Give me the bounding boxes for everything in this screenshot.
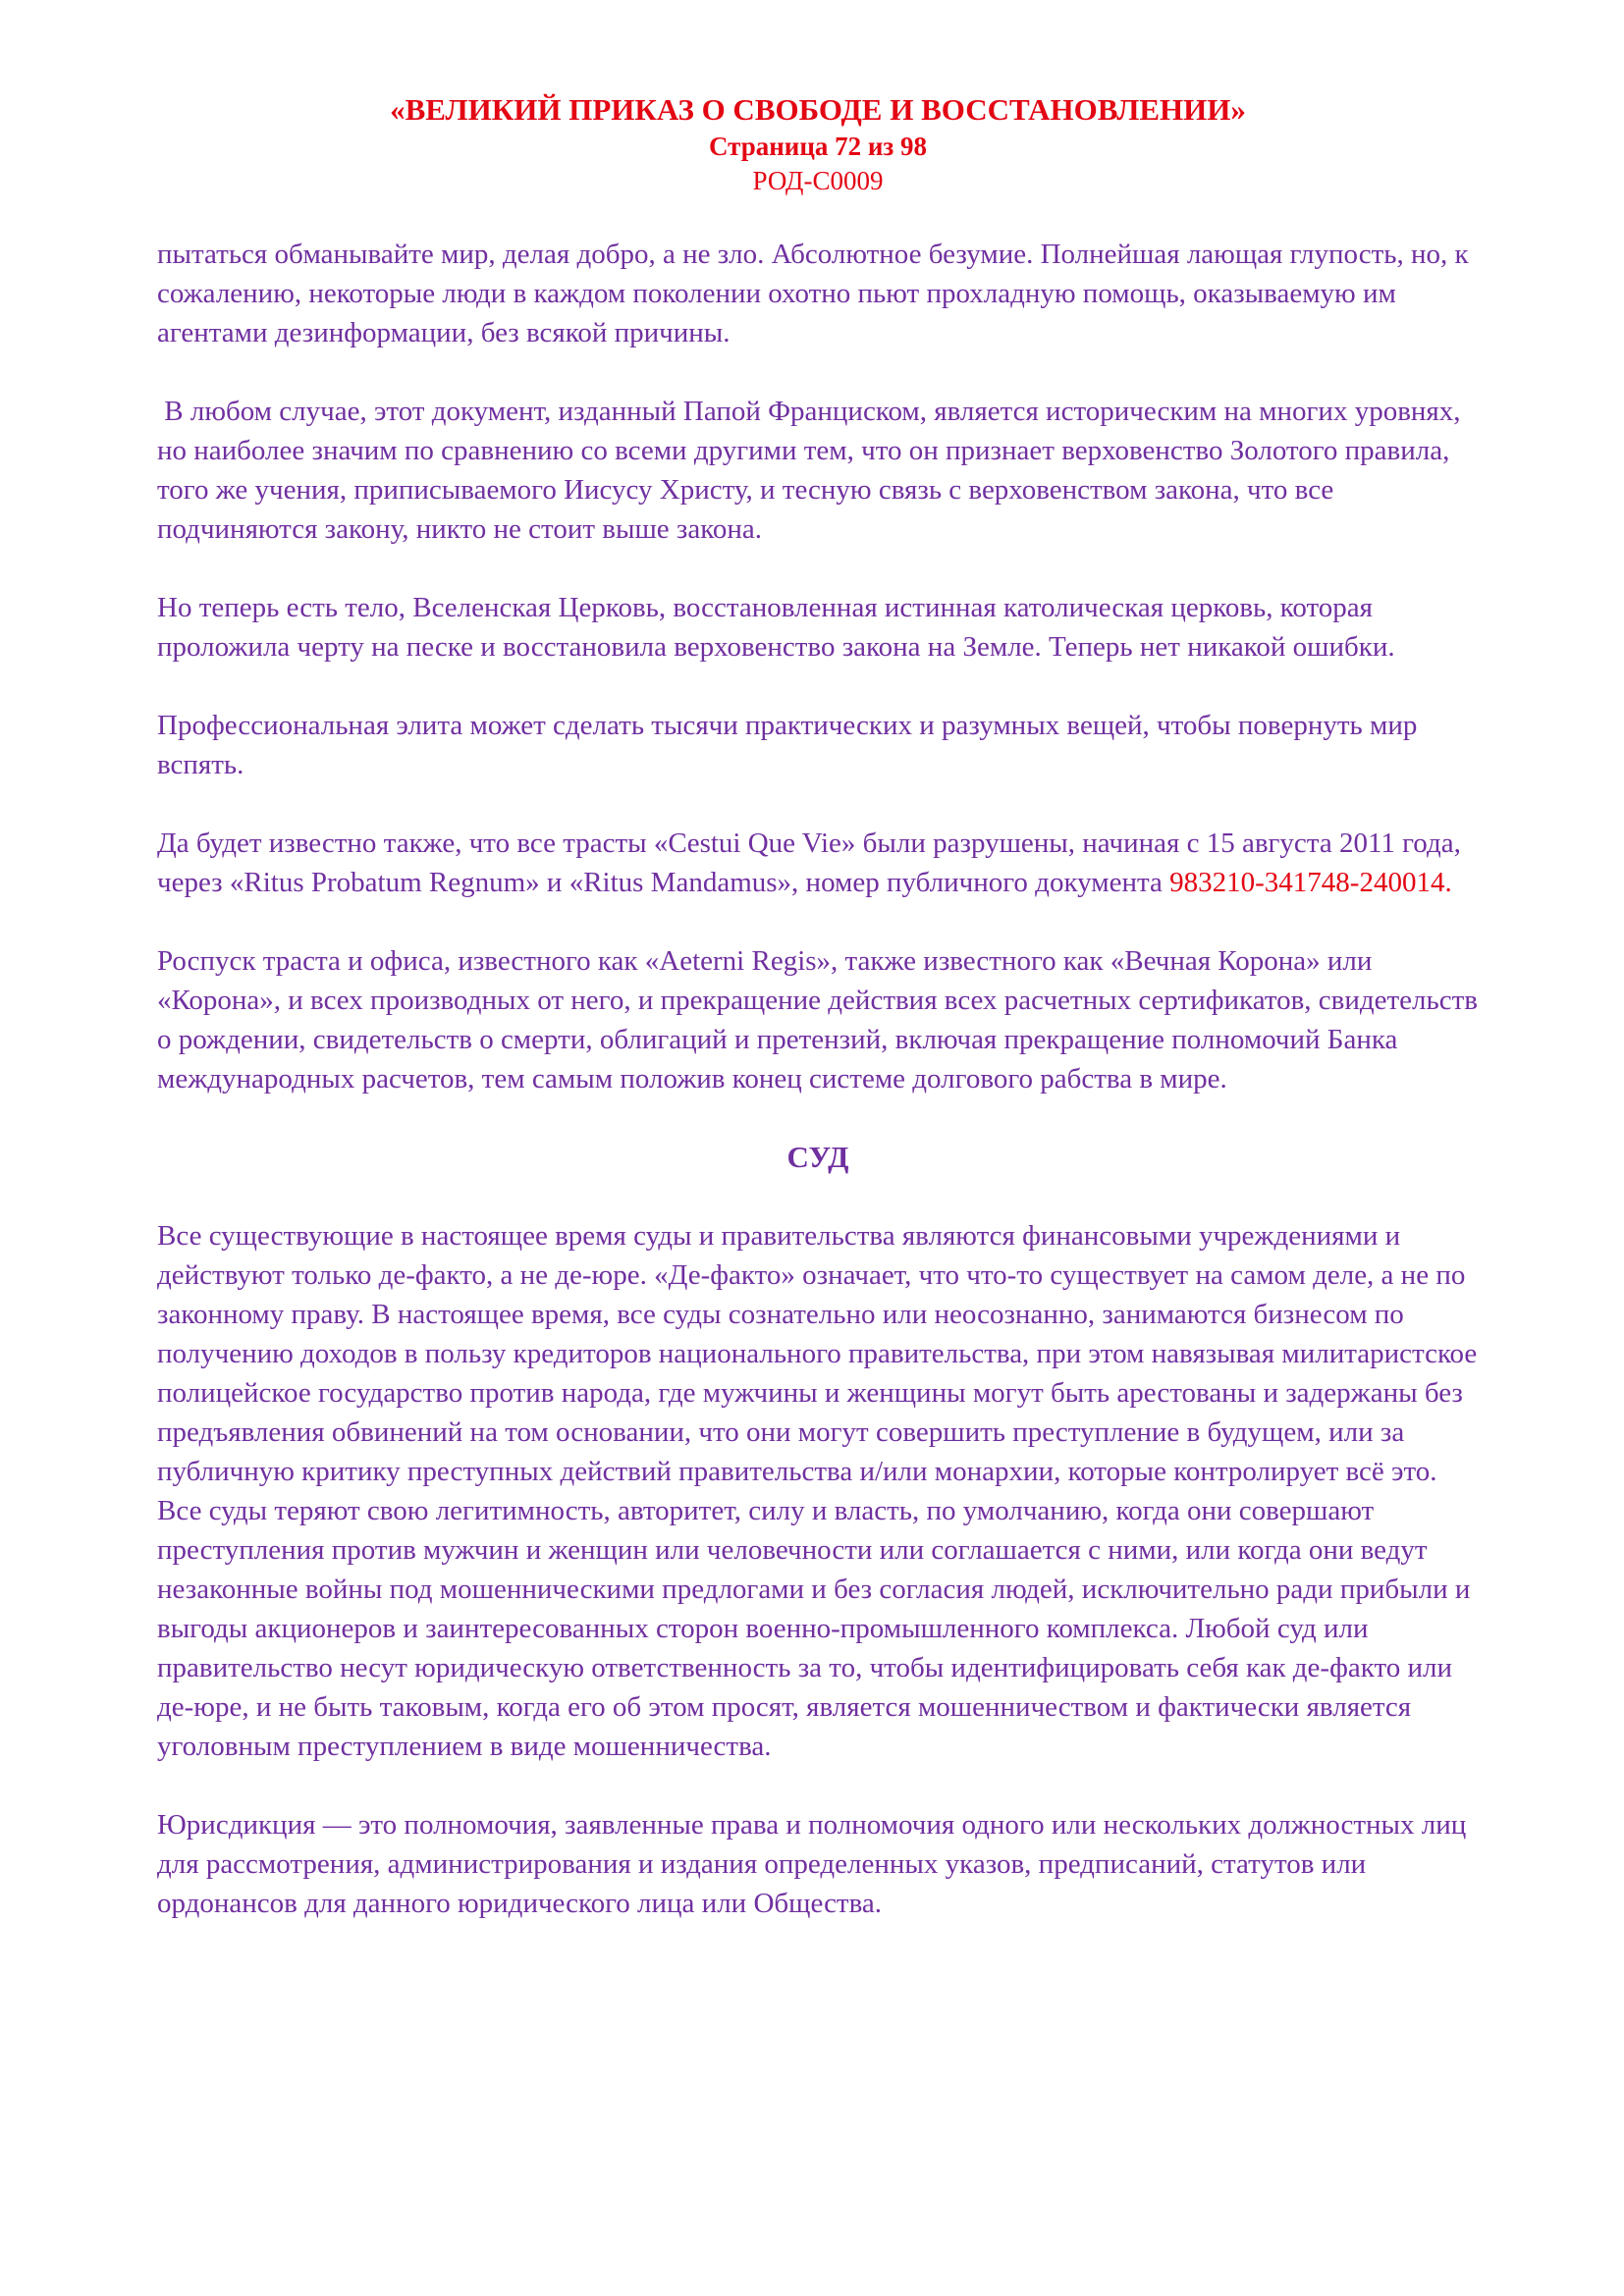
document-body [157,235,1486,1923]
paragraph: Профессиональная элита может сделать тысячи практических и разумных вещей, чтобы повернуть мир вспять. [157,710,1425,780]
public-document-number: 983210-341748-240014. [1169,867,1452,898]
paragraph: В любом случае, этот документ, изданный Папой Франциском, является историческим на многих уровнях, но наиболее значим по сравнению со всеми другими тем, что он признает верховенство Золотого правила, того же учения, приписываемого Иисусу Христу, и тесную связь с верховенством закона, что все подчиняются закону, никто не стоит выше закона. [157,396,1468,545]
paragraph: Но теперь есть тело, Вселенская Церковь, восстановленная истинная католическая церковь, которая проложила черту на песке и восстановила верховенство закона на Земле. Теперь нет никакой ошибки. [157,592,1395,663]
paragraph: Юрисдикция — это полномочия, заявленные права и полномочия одного или нескольких должностных лиц для рассмотрения, администрирования и издания определенных указов, предписаний, статутов или ордонансов для данного юридического лица или Общества. [157,1809,1474,1919]
document-title: «ВЕЛИКИЙ ПРИКАЗ О СВОБОДЕ И ВОССТАНОВЛЕНИИ» [390,92,1246,127]
paragraph-with-document-number [157,824,1479,902]
page-number-info: Страница 72 из 98 [708,132,928,161]
paragraph-text: Да будет известно также, что все трасты «Cestui Que Vie» были разрушены, начиная с 15 августа 2011 года, через «Ritus Probatum Regnum» и «Ritus Mandamus», номер публичного документа [157,828,1469,898]
paragraph: Все существующие в настоящее время суды и правительства являются финансовыми учреждениями и действуют только де-факто, а не де-юре. «Де-факто» означает, что что-то существует на самом деле, а не по законному праву. В настоящее время, все суды сознательно или неосознанно, занимаются бизнесом по получению доходов в пользу кредиторов национального правительства, при этом навязывая милитаристское полицейское государство против народа, где мужчины и женщины могут быть арестованы и задержаны без предъявления обвинений на том основании, что они могут совершить преступление в будущем, или за публичную критику преступных действий правительства и/или монархии, которые контролирует всё это. Все суды теряют свою легитимность, авторитет, силу и власть, по умолчанию, когда они совершают преступления против мужчин и женщин или человечности или соглашается с ними, или когда они ведут незаконные войны под мошенническими предлогами и без согласия людей, исключительно ради прибыли и выгоды акционеров и заинтересованных сторон военно-промышленного комплекса. Любой суд или правительство несут юридическую ответственность за то, чтобы идентифицировать себя как де-факто или де-юре, и не быть таковым, когда его об этом просят, является мошенничеством и фактически является уголовным преступлением в виде мошенничества. [157,1220,1485,1762]
paragraph-continuation: пытаться обманывайте мир, делая добро, а не зло. Абсолютное безумие. Полнейшая лающая глупость, но, к сожалению, некоторые люди в каждом поколении охотно пьют прохладную помощь, оказываемую им агентами дезинформации, без всякой причины. [157,239,1476,348]
paragraph: Роспуск траста и офиса, известного как «Aeterni Regis», также известного как «Вечная Корона» или «Корона», и всех производных от него, и прекращение действия всех расчетных сертификатов, свидетельств о рождении, свидетельств о смерти, облигаций и претензий, включая прекращение полномочий Банка международных расчетов, тем самым положив конец системе долгового рабства в мире. [157,945,1486,1095]
document-header [157,90,1479,198]
document-code: РОД-С0009 [752,166,884,195]
section-heading-court: СУД [786,1140,849,1174]
